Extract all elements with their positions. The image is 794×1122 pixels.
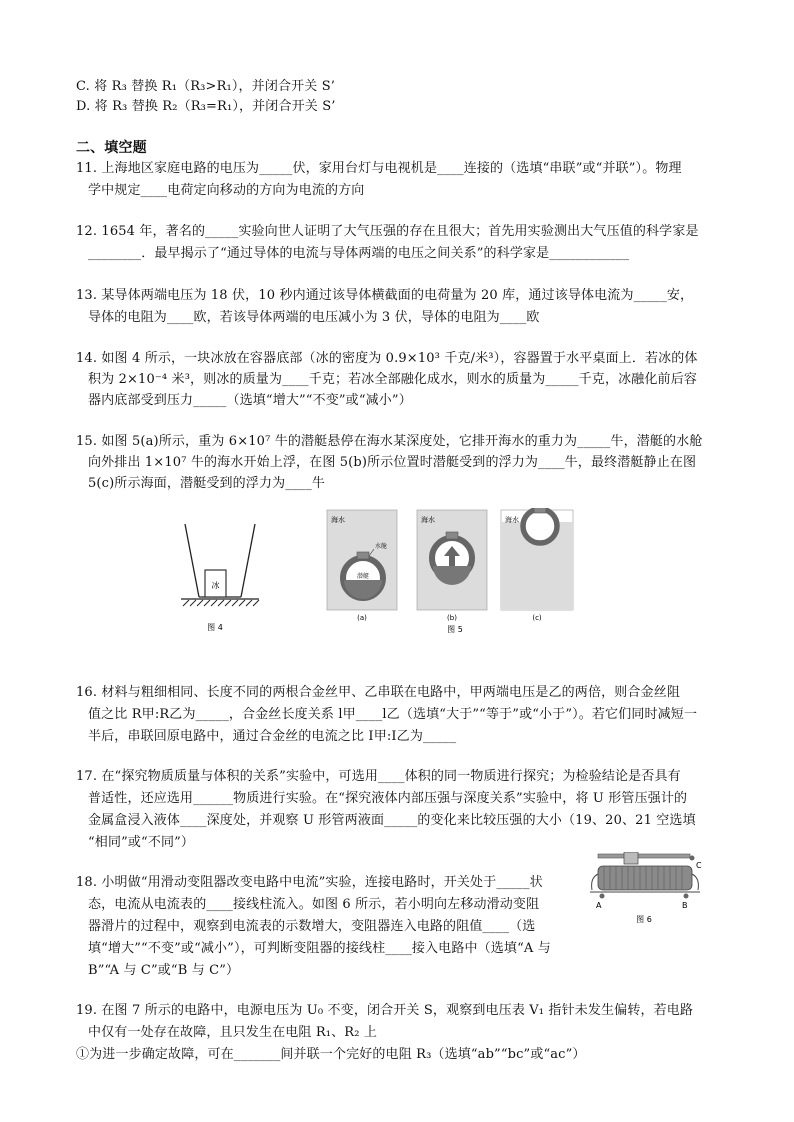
question-14-line-3: 器内底部受到压力_____（选填“增大”“不变”或“减小”） — [88, 393, 412, 408]
question-19-line-3: ①为进一步确定故障，可在_______间并联一个完好的电阻 R₃（选填“ab”“bc”或“ac”） — [76, 1047, 586, 1062]
figure-5 — [325, 508, 580, 638]
seawater-label-c: 海水 — [505, 516, 519, 524]
question-15-line-1: 15. 如图 5(a)所示，重为 6×10⁷ 牛的潜艇悬停在海水某深度处，它排开海水的重力为_____牛，潜艇的水舱 — [76, 434, 703, 449]
rheostat-rail — [598, 854, 690, 858]
question-12-line-2: ________．最早揭示了“通过导体的电流与导体两端的电压之间关系”的科学家是____________ — [88, 246, 630, 261]
question-12-line-1: 12. 1654 年，著名的_____实验向世人证明了大气压强的存在且很大；首先用实验测出大气压值的科学家是 — [76, 224, 699, 239]
figure-5c-panel — [501, 508, 573, 622]
option-c: C. 将 R₃ 替换 R₁（R₃>R₁），并闭合开关 S’ — [76, 79, 336, 94]
terminal-c — [690, 856, 695, 861]
seawater-label-a: 海水 — [331, 516, 345, 524]
terminal-b-label: B — [682, 901, 688, 910]
question-17-line-1: 17. 在“探究物质质量与体积的关系”实验中，可选用____体积的同一物质进行探究；为检验结论是否具有 — [76, 769, 681, 784]
question-18-line-5: B”“A 与 C”或“B 与 C”） — [88, 963, 240, 978]
question-18-line-2: 态，电流从电流表的____接线柱流入。如图 6 所示，若小明向左移动滑动变阻 — [88, 897, 540, 912]
question-17-line-2: 普适性，还应选用______物质进行实验。在“探究液体内部压强与深度关系”实验中，将 U 形管压强计的 — [88, 791, 688, 806]
figure-4 — [175, 520, 270, 635]
question-13-line-1: 13. 某导体两端电压为 18 伏，10 秒内通过该导体横截面的电荷量为 20 库，通过该导体电流为_____安， — [76, 288, 694, 303]
question-19-line-1: 19. 在图 7 所示的电路中，电源电压为 U₀ 不变，闭合开关 S，观察到电压表 V₁ 指针未发生偏转，若电路 — [76, 1003, 694, 1018]
figure-5b-caption: (b) — [447, 614, 457, 622]
figure-5c-caption: (c) — [532, 614, 542, 622]
figure-6-caption: 图 6 — [636, 915, 652, 924]
terminal-c-label: C — [696, 861, 702, 870]
question-13-line-2: 导体的电阻为____欧，若该导体两端的电压减小为 3 伏，导体的电阻为____欧 — [88, 310, 540, 325]
question-16-line-2: 值之比 R甲:R乙为_____，合金丝长度关系 l甲____l乙（选填“大于”“等于”或“小于”）。若它们同时减短一 — [88, 707, 698, 722]
question-17-line-4: “相同”或“不同”） — [88, 835, 195, 850]
submarine-label: 潜艇 — [356, 573, 370, 580]
question-18-line-4: 填“增大”“不变”或“减小”），可判断变阻器的接线柱____接入电路中（选填“A 与 — [88, 941, 551, 956]
question-18-line-3: 器滑片的过程中，观察到电流表的示数增大，变阻器连入电路的阻值____（选 — [88, 919, 536, 934]
question-16-line-3: 半后，串联回原电路中，通过合金丝的电流之比 I甲:I乙为_____ — [88, 729, 457, 744]
tank-label: 水舱 — [375, 543, 388, 550]
terminal-a-label: A — [596, 901, 602, 910]
question-15-line-2: 向外排出 1×10⁷ 牛的海水开始上浮，在图 5(b)所示位置时潜艇受到的浮力为____牛，最终潜艇静止在图 — [88, 455, 697, 470]
question-15-line-3: 5(c)所示海面，潜艇受到的浮力为____牛 — [88, 476, 325, 491]
question-17-line-3: 金属盒浸入液体____深度处，并观察 U 形管两液面_____的变化来比较压强的大小（19、20、21 空选填 — [88, 813, 696, 828]
figure-5-caption: 图 5 — [447, 625, 463, 634]
terminal-b — [684, 894, 689, 899]
figure-5a-caption: (a) — [357, 614, 367, 622]
figure-5b-panel — [417, 510, 487, 622]
terminal-a — [600, 894, 605, 899]
question-18-line-1: 18. 小明做“用滑动变阻器改变电路中电流”实验，连接电路时，开关处于_____状 — [76, 875, 543, 890]
question-16-line-1: 16. 材料与粗细相同、长度不同的两根合金丝甲、乙串联在电路中，甲两端电压是乙的两倍，则合金丝阻 — [76, 685, 681, 700]
ice-label: 冰 — [211, 581, 220, 590]
figure-5a-panel — [327, 510, 397, 622]
question-11-line-2: 学中规定____电荷定向移动的方向为电流的方向 — [88, 183, 365, 198]
figure-6 — [588, 852, 716, 938]
question-14-line-2: 积为 2×10⁻⁴ 米³，则冰的质量为____千克；若冰全部融化成水，则水的质量为_____千克，冰融化前后容 — [88, 372, 698, 387]
question-14-line-1: 14. 如图 4 所示，一块冰放在容器底部（冰的密度为 0.9×10³ 千克/米³），容器置于水平桌面上．若冰的体 — [76, 351, 698, 366]
question-19-line-2: 中仅有一处存在故障，且只发生在电阻 R₁、R₂ 上 — [88, 1025, 378, 1040]
section-heading: 二、填空题 — [76, 140, 147, 156]
seawater-label-b: 海水 — [421, 516, 435, 524]
option-d: D. 将 R₃ 替换 R₂（R₃=R₁），并闭合开关 S’ — [76, 99, 336, 114]
rheostat-coil — [598, 866, 692, 890]
figure-4-caption: 图 4 — [207, 623, 223, 632]
question-11-line-1: 11. 上海地区家庭电路的电压为_____伏，家用台灯与电视机是____连接的（选填“串联”或“并联”）。物理 — [76, 161, 682, 176]
rheostat-slider — [624, 852, 638, 864]
